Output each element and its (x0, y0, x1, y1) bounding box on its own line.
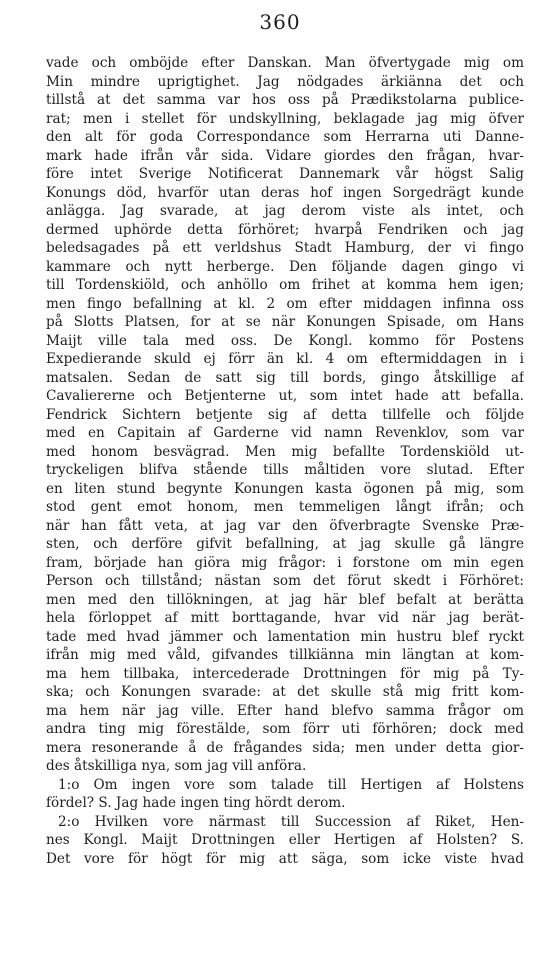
text-line: Konungs död, hvarför utan deras hof ingen Sorgedrägt kunde (46, 184, 524, 201)
body-text (46, 54, 524, 868)
text-line: beledsagades på ett verldshus Stadt Hamburg, der vi fingo (46, 240, 524, 256)
text-line: 2:o Hvilken vore närmast till Succession af Riket, Hen- (58, 813, 524, 830)
text-line: tade med hvad jämmer och lamentation min hustru blef ryckt (46, 628, 524, 645)
text-line: des åtskilliga nya, som jag vill anföra. (46, 758, 307, 774)
text-line: Expedierande skuld ej förr än kl. 4 om eftermiddagen in i (46, 351, 524, 367)
text-line: en liten stund begynte Konungen kasta ögonen på mig, som (46, 480, 524, 497)
text-line: dermed uphörde detta förhöret; hvarpå Fendriken och jag (46, 221, 524, 238)
text-line: 1:o Om ingen vore som talade till Hertigen af Holstens (58, 776, 524, 793)
text-line: tryckeligen blifva stående tills måltiden vore slutad. Efter (46, 462, 524, 478)
text-line: med en Capitain af Garderne vid namn Revenklov, som var (46, 425, 524, 441)
text-line: mera resonerande å de frågandes sida; men under detta gior- (46, 739, 524, 756)
text-line: ifrån mig med våld, gifvandes tillkiänna min längtan at kom- (46, 647, 524, 663)
text-line: på Slotts Platsen, for at se när Konungen Spisade, om Hans (46, 314, 524, 330)
text-line: den alt för goda Correspondance som Herrarna uti Danne- (46, 129, 524, 145)
text-line: nes Kongl. Maijt Drottningen eller Hertigen af Holsten? S. (46, 832, 524, 848)
text-line: med honom besvägrad. Men mig befallte Tordenskiöld ut- (46, 443, 524, 460)
text-line: ma hem när jag ville. Efter hand blefvo samma frågor om (46, 702, 524, 719)
text-line: hela förloppet af mitt borttagande, hvar vid när jag berät- (46, 610, 524, 626)
text-line: kammare och nytt herberge. Den följande dagen gingo vi (46, 258, 524, 275)
text-line: till Tordenskiöld, och anhöllo om frihet at komma hem igen; (46, 277, 524, 293)
text-line: Person och tillstånd; nästan som det förut skedt i Förhöret: (46, 573, 524, 589)
text-line: sten, och derföre gifvit befallning, at jag skulle gå längre (46, 536, 524, 552)
text-line: anlägga. Jag svarade, at jag derom viste als intet, och (46, 203, 524, 219)
text-line: före intet Sverige Notificerat Dannemark vår högst Salig (46, 166, 524, 182)
text-line: Min mindre uprigtighet. Jag nödgades ärkiänna det och (46, 73, 524, 90)
text-line: rat; men i stellet för undskyllning, beklagade jag mig öfver (46, 110, 524, 127)
text-line: Maijt ville tala med oss. De Kongl. kommo för Postens (46, 332, 524, 349)
text-line: Det vore för högt för mig att säga, som icke viste hvad (46, 850, 524, 867)
page-number: 360 (259, 10, 301, 34)
text-line: matsalen. Sedan de satt sig till bords, gingo åtskillige af (46, 369, 524, 386)
text-line: mark hade ifrån vår sida. Vidare giordes den frågan, hvar- (46, 147, 524, 164)
text-line: men med den tillökningen, at jag här blef befalt at berätta (46, 591, 524, 608)
text-line: när han fått veta, at jag var den öfverbragte Svenske Præ- (46, 517, 524, 534)
text-line: tillstå at det samma var hos oss på Prædikstolarna publice- (46, 92, 524, 108)
text-line: men fingo befallning at kl. 2 om efter middagen infinna oss (46, 295, 524, 312)
text-line: andra ting mig förestälde, som förr uti förhören; dock med (46, 721, 524, 737)
text-line: Fendrick Sichtern betjente sig af detta tillfelle och följde (46, 406, 524, 423)
text-line: ma hem tillbaka, intercederade Drottningen för mig på Ty- (46, 665, 524, 682)
text-line: fördel? S. Jag hade ingen ting hördt derom. (46, 795, 346, 811)
text-line: vade och omböjde efter Danskan. Man öfvertygade mig om (46, 55, 524, 71)
text-line: ska; och Konungen svarade: at det skulle stå mig fritt kom- (46, 684, 524, 700)
text-line: fram, började han giöra mig frågor: i forstone om min egen (46, 554, 524, 571)
text-line: Cavaliererne och Betjenterne ut, som intet hade att befalla. (46, 388, 524, 404)
text-line: stod gent emot honom, men temmeligen långt ifrån; och (46, 499, 524, 515)
